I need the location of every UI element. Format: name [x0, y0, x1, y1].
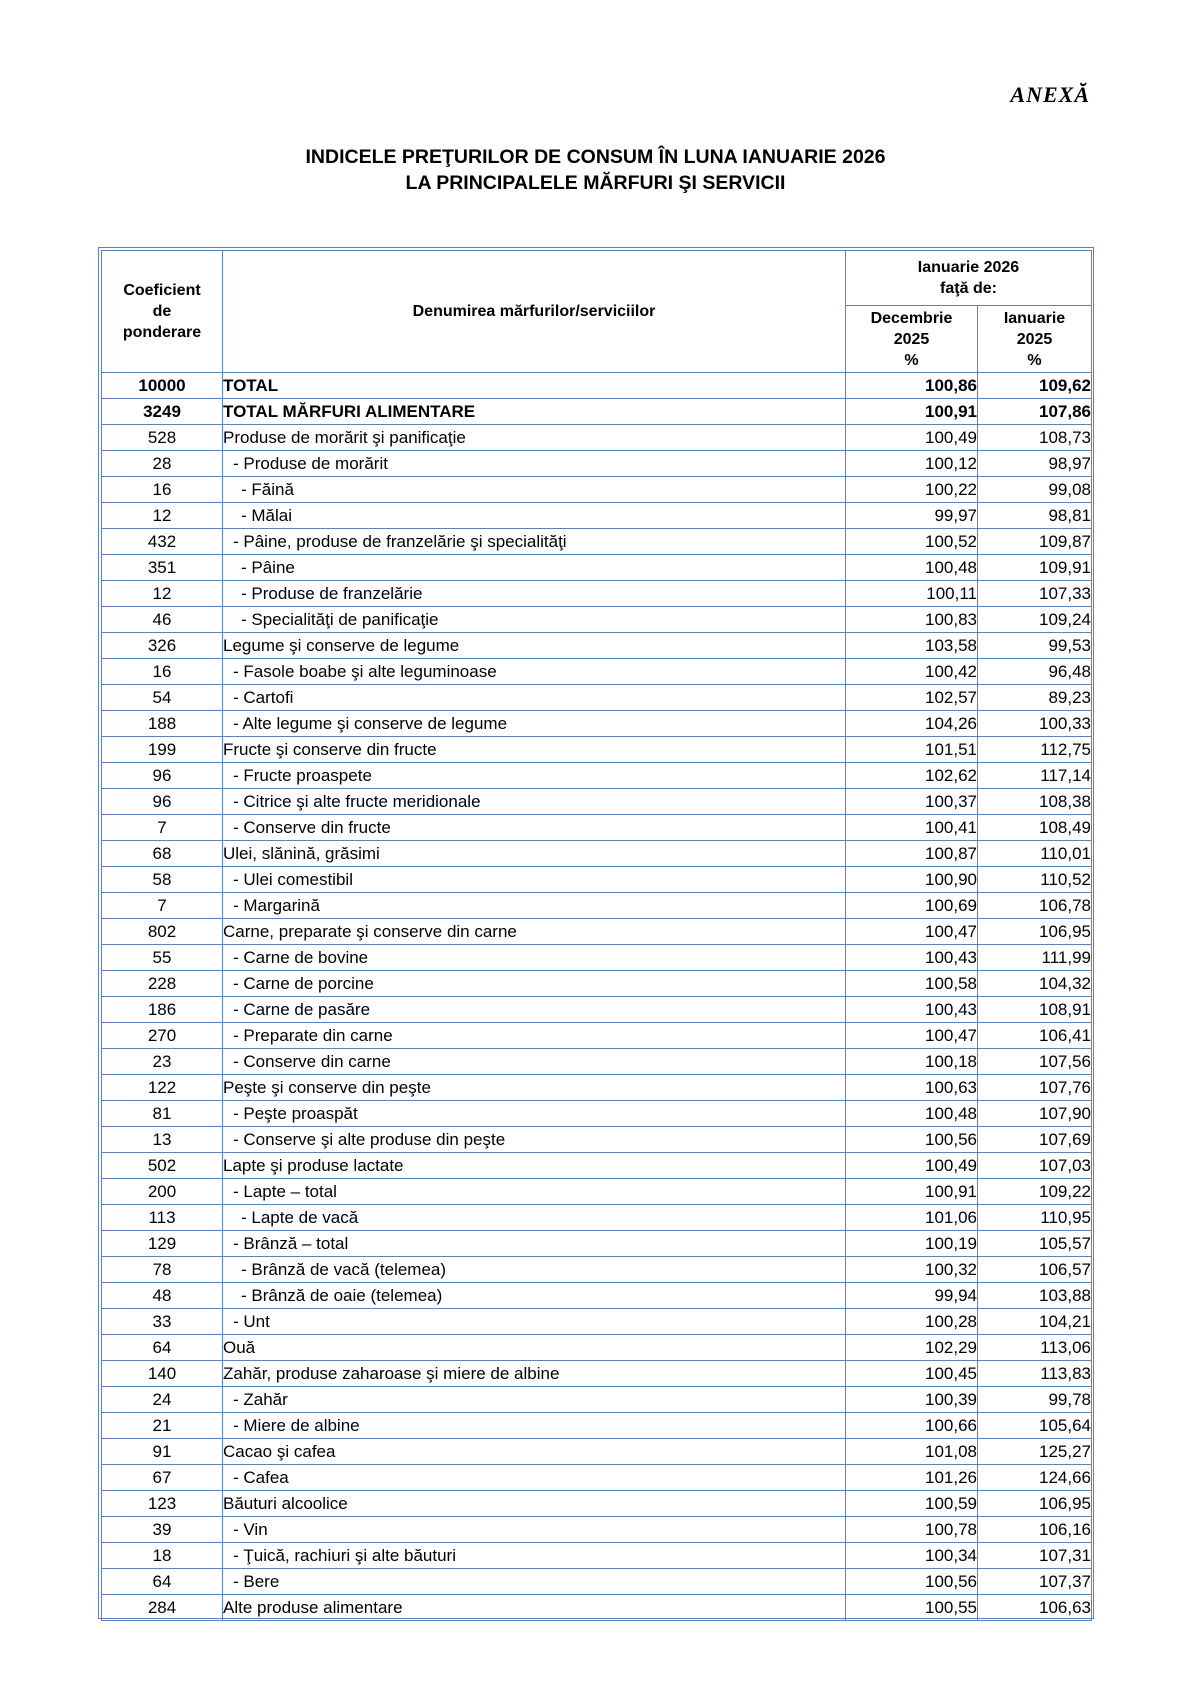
- cell-weight: 129: [102, 1231, 223, 1257]
- cell-name: - Miere de albine: [223, 1413, 846, 1439]
- cell-january: 111,99: [978, 945, 1092, 971]
- table-row: [102, 633, 1092, 659]
- cell-name: - Produse de franzelărie: [223, 581, 846, 607]
- cell-name: - Ulei comestibil: [223, 867, 846, 893]
- header-january: Ianuarie 2025 %: [978, 306, 1092, 373]
- table-row: [102, 1387, 1092, 1413]
- cell-name: - Alte legume şi conserve de legume: [223, 711, 846, 737]
- cell-january: 108,91: [978, 997, 1092, 1023]
- cell-december: 99,94: [846, 1283, 978, 1309]
- cell-december: 100,22: [846, 477, 978, 503]
- cell-january: 104,32: [978, 971, 1092, 997]
- cell-january: 100,33: [978, 711, 1092, 737]
- cell-name: Lapte şi produse lactate: [223, 1153, 846, 1179]
- cell-december: 101,06: [846, 1205, 978, 1231]
- cell-january: 103,88: [978, 1283, 1092, 1309]
- cell-weight: 46: [102, 607, 223, 633]
- cell-name: - Lapte de vacă: [223, 1205, 846, 1231]
- cell-name: - Bere: [223, 1569, 846, 1595]
- cell-weight: 502: [102, 1153, 223, 1179]
- cell-weight: 21: [102, 1413, 223, 1439]
- cell-name: - Făină: [223, 477, 846, 503]
- cell-weight: 113: [102, 1205, 223, 1231]
- cell-december: 100,28: [846, 1309, 978, 1335]
- cell-december: 100,32: [846, 1257, 978, 1283]
- cell-january: 107,69: [978, 1127, 1092, 1153]
- cell-name: - Cartofi: [223, 685, 846, 711]
- cell-weight: 10000: [102, 373, 223, 399]
- table-row: [102, 1361, 1092, 1387]
- cell-name: - Carne de pasăre: [223, 997, 846, 1023]
- header-weight: Coeficient de ponderare: [102, 251, 223, 373]
- table-row: [102, 1335, 1092, 1361]
- cell-january: 109,62: [978, 373, 1092, 399]
- cell-january: 109,91: [978, 555, 1092, 581]
- header-group: Ianuarie 2026 faţă de:: [846, 251, 1092, 306]
- cell-weight: 199: [102, 737, 223, 763]
- cell-december: 100,18: [846, 1049, 978, 1075]
- table-row: [102, 477, 1092, 503]
- cell-weight: 12: [102, 581, 223, 607]
- annex-label: ANEXĂ: [1010, 82, 1090, 107]
- title-line-1: INDICELE PREŢURILOR DE CONSUM ÎN LUNA IANUARIE 2026: [305, 146, 886, 168]
- cell-january: 107,86: [978, 399, 1092, 425]
- cell-january: 105,64: [978, 1413, 1092, 1439]
- cell-december: 101,08: [846, 1439, 978, 1465]
- cell-weight: 67: [102, 1465, 223, 1491]
- cell-weight: 81: [102, 1101, 223, 1127]
- cell-name: - Conserve din carne: [223, 1049, 846, 1075]
- table-row: [102, 1101, 1092, 1127]
- cell-name: Legume şi conserve de legume: [223, 633, 846, 659]
- cell-name: - Zahăr: [223, 1387, 846, 1413]
- cell-december: 100,87: [846, 841, 978, 867]
- cell-name: Zahăr, produse zaharoase şi miere de albine: [223, 1361, 846, 1387]
- cell-december: 100,37: [846, 789, 978, 815]
- cell-january: 110,52: [978, 867, 1092, 893]
- cell-weight: 140: [102, 1361, 223, 1387]
- cell-name: - Preparate din carne: [223, 1023, 846, 1049]
- cell-january: 105,57: [978, 1231, 1092, 1257]
- cell-name: - Carne de porcine: [223, 971, 846, 997]
- table-row: [102, 1075, 1092, 1101]
- cell-december: 100,39: [846, 1387, 978, 1413]
- cell-january: 108,73: [978, 425, 1092, 451]
- cell-january: 109,87: [978, 529, 1092, 555]
- cell-december: 100,48: [846, 1101, 978, 1127]
- table-row: [102, 1257, 1092, 1283]
- cell-january: 98,81: [978, 503, 1092, 529]
- cell-name: Produse de morărit şi panificaţie: [223, 425, 846, 451]
- cell-weight: 12: [102, 503, 223, 529]
- cell-weight: 123: [102, 1491, 223, 1517]
- cell-weight: 91: [102, 1439, 223, 1465]
- table-row: [102, 659, 1092, 685]
- table-row: [102, 789, 1092, 815]
- cell-weight: 13: [102, 1127, 223, 1153]
- cell-december: 100,47: [846, 919, 978, 945]
- cell-name: - Unt: [223, 1309, 846, 1335]
- cell-december: 99,97: [846, 503, 978, 529]
- cell-january: 110,95: [978, 1205, 1092, 1231]
- table-row: [102, 1127, 1092, 1153]
- cell-december: 100,45: [846, 1361, 978, 1387]
- table-row: [102, 893, 1092, 919]
- table-row: [102, 1439, 1092, 1465]
- table-row: [102, 373, 1092, 399]
- cell-name: - Specialităţi de panificaţie: [223, 607, 846, 633]
- cell-january: 113,83: [978, 1361, 1092, 1387]
- table-row: [102, 1049, 1092, 1075]
- cell-december: 102,29: [846, 1335, 978, 1361]
- cell-weight: 64: [102, 1569, 223, 1595]
- cell-december: 100,56: [846, 1127, 978, 1153]
- table-row: [102, 1569, 1092, 1595]
- cell-name: - Cafea: [223, 1465, 846, 1491]
- table-row: [102, 1309, 1092, 1335]
- cell-december: 100,56: [846, 1569, 978, 1595]
- cell-december: 100,41: [846, 815, 978, 841]
- cell-name: - Mălai: [223, 503, 846, 529]
- table-row: [102, 945, 1092, 971]
- cell-weight: 228: [102, 971, 223, 997]
- cell-december: 100,19: [846, 1231, 978, 1257]
- table-row: [102, 685, 1092, 711]
- cell-name: Ulei, slănină, grăsimi: [223, 841, 846, 867]
- cell-weight: 48: [102, 1283, 223, 1309]
- cell-name: - Lapte – total: [223, 1179, 846, 1205]
- cell-december: 100,48: [846, 555, 978, 581]
- cell-name: Ouă: [223, 1335, 846, 1361]
- header-name: Denumirea mărfurilor/serviciilor: [223, 251, 846, 373]
- cell-december: 100,11: [846, 581, 978, 607]
- cell-january: 107,33: [978, 581, 1092, 607]
- cell-december: 100,42: [846, 659, 978, 685]
- cell-december: 100,58: [846, 971, 978, 997]
- cell-december: 100,52: [846, 529, 978, 555]
- cell-january: 106,95: [978, 919, 1092, 945]
- cell-name: Carne, preparate şi conserve din carne: [223, 919, 846, 945]
- cell-weight: 16: [102, 477, 223, 503]
- table-header: [102, 251, 1092, 373]
- cell-name: - Margarină: [223, 893, 846, 919]
- table-row: [102, 503, 1092, 529]
- table-row: [102, 841, 1092, 867]
- cell-weight: 23: [102, 1049, 223, 1075]
- title-line-2: LA PRINCIPALELE MĂRFURI ŞI SERVICII: [405, 172, 786, 194]
- cell-name: - Citrice şi alte fructe meridionale: [223, 789, 846, 815]
- cell-january: 107,56: [978, 1049, 1092, 1075]
- cell-name: - Vin: [223, 1517, 846, 1543]
- cell-january: 107,03: [978, 1153, 1092, 1179]
- table-row: [102, 867, 1092, 893]
- cell-weight: 33: [102, 1309, 223, 1335]
- cell-weight: 270: [102, 1023, 223, 1049]
- cell-weight: 18: [102, 1543, 223, 1569]
- table-row: [102, 919, 1092, 945]
- cell-weight: 3249: [102, 399, 223, 425]
- table-body: [102, 373, 1092, 1621]
- cell-january: 112,75: [978, 737, 1092, 763]
- cell-december: 102,62: [846, 763, 978, 789]
- table-row: [102, 815, 1092, 841]
- cell-december: 100,49: [846, 1153, 978, 1179]
- cell-january: 117,14: [978, 763, 1092, 789]
- table-row: [102, 555, 1092, 581]
- cpi-table-frame: [98, 247, 1094, 1619]
- table-row: [102, 399, 1092, 425]
- cell-december: 100,66: [846, 1413, 978, 1439]
- cell-name: - Conserve din fructe: [223, 815, 846, 841]
- cell-weight: 188: [102, 711, 223, 737]
- cell-name: - Brânză de vacă (telemea): [223, 1257, 846, 1283]
- cell-january: 109,24: [978, 607, 1092, 633]
- cell-weight: 55: [102, 945, 223, 971]
- cell-weight: 186: [102, 997, 223, 1023]
- cell-january: 108,38: [978, 789, 1092, 815]
- cell-december: 104,26: [846, 711, 978, 737]
- table-row: [102, 997, 1092, 1023]
- cell-january: 124,66: [978, 1465, 1092, 1491]
- cell-weight: 326: [102, 633, 223, 659]
- cell-name: Fructe şi conserve din fructe: [223, 737, 846, 763]
- cell-name: TOTAL: [223, 373, 846, 399]
- cell-january: 109,22: [978, 1179, 1092, 1205]
- cell-january: 98,97: [978, 451, 1092, 477]
- cell-december: 100,63: [846, 1075, 978, 1101]
- cell-name: TOTAL MĂRFURI ALIMENTARE: [223, 399, 846, 425]
- cell-january: 108,49: [978, 815, 1092, 841]
- cell-name: Cacao şi cafea: [223, 1439, 846, 1465]
- cell-name: - Produse de morărit: [223, 451, 846, 477]
- cell-weight: 68: [102, 841, 223, 867]
- cell-name: - Pâine: [223, 555, 846, 581]
- cell-january: 96,48: [978, 659, 1092, 685]
- cell-december: 100,47: [846, 1023, 978, 1049]
- table-row: [102, 763, 1092, 789]
- cell-january: 99,78: [978, 1387, 1092, 1413]
- cell-weight: 200: [102, 1179, 223, 1205]
- table-row: [102, 711, 1092, 737]
- table-row: [102, 1491, 1092, 1517]
- cell-name: Alte produse alimentare: [223, 1595, 846, 1621]
- cell-name: - Fructe proaspete: [223, 763, 846, 789]
- cell-december: 102,57: [846, 685, 978, 711]
- cell-weight: 78: [102, 1257, 223, 1283]
- cell-december: 100,91: [846, 399, 978, 425]
- cpi-table: [101, 250, 1092, 1621]
- cell-weight: 28: [102, 451, 223, 477]
- cell-weight: 64: [102, 1335, 223, 1361]
- cell-december: 100,86: [846, 373, 978, 399]
- cell-january: 107,76: [978, 1075, 1092, 1101]
- cell-weight: 284: [102, 1595, 223, 1621]
- cell-weight: 7: [102, 893, 223, 919]
- table-row: [102, 451, 1092, 477]
- cell-december: 100,83: [846, 607, 978, 633]
- cell-january: 107,90: [978, 1101, 1092, 1127]
- table-row: [102, 737, 1092, 763]
- cell-december: 100,34: [846, 1543, 978, 1569]
- table-row: [102, 1517, 1092, 1543]
- cell-january: 99,53: [978, 633, 1092, 659]
- cell-december: 100,12: [846, 451, 978, 477]
- cell-weight: 432: [102, 529, 223, 555]
- cell-name: - Brânză – total: [223, 1231, 846, 1257]
- cell-december: 100,90: [846, 867, 978, 893]
- cell-name: - Brânză de oaie (telemea): [223, 1283, 846, 1309]
- cell-name: Băuturi alcoolice: [223, 1491, 846, 1517]
- table-row: [102, 971, 1092, 997]
- table-row: [102, 1413, 1092, 1439]
- cell-january: 89,23: [978, 685, 1092, 711]
- header-december: Decembrie 2025 %: [846, 306, 978, 373]
- cell-january: 106,63: [978, 1595, 1092, 1621]
- table-row: [102, 607, 1092, 633]
- cell-january: 106,57: [978, 1257, 1092, 1283]
- table-row: [102, 1543, 1092, 1569]
- cell-january: 99,08: [978, 477, 1092, 503]
- cell-january: 106,78: [978, 893, 1092, 919]
- cell-december: 101,51: [846, 737, 978, 763]
- table-row: [102, 529, 1092, 555]
- cell-weight: 58: [102, 867, 223, 893]
- cell-january: 110,01: [978, 841, 1092, 867]
- table-row: [102, 1283, 1092, 1309]
- cell-december: 100,43: [846, 997, 978, 1023]
- cell-weight: 351: [102, 555, 223, 581]
- cell-december: 100,59: [846, 1491, 978, 1517]
- cell-weight: 24: [102, 1387, 223, 1413]
- cell-january: 107,31: [978, 1543, 1092, 1569]
- cell-december: 100,43: [846, 945, 978, 971]
- cell-january: 106,41: [978, 1023, 1092, 1049]
- cell-weight: 54: [102, 685, 223, 711]
- cell-december: 100,69: [846, 893, 978, 919]
- cell-name: - Carne de bovine: [223, 945, 846, 971]
- cell-december: 100,55: [846, 1595, 978, 1621]
- table-row: [102, 425, 1092, 451]
- cell-december: 101,26: [846, 1465, 978, 1491]
- cell-january: 106,95: [978, 1491, 1092, 1517]
- cell-weight: 39: [102, 1517, 223, 1543]
- table-row: [102, 581, 1092, 607]
- cell-january: 104,21: [978, 1309, 1092, 1335]
- cell-name: - Fasole boabe şi alte leguminoase: [223, 659, 846, 685]
- table-row: [102, 1205, 1092, 1231]
- cell-january: 107,37: [978, 1569, 1092, 1595]
- cell-name: - Pâine, produse de franzelărie şi specialităţi: [223, 529, 846, 555]
- cell-name: - Peşte proaspăt: [223, 1101, 846, 1127]
- cell-december: 100,49: [846, 425, 978, 451]
- cell-weight: 96: [102, 789, 223, 815]
- table-row: [102, 1179, 1092, 1205]
- table-row: [102, 1465, 1092, 1491]
- cell-name: Peşte şi conserve din peşte: [223, 1075, 846, 1101]
- cell-december: 100,78: [846, 1517, 978, 1543]
- cell-name: - Conserve şi alte produse din peşte: [223, 1127, 846, 1153]
- cell-weight: 528: [102, 425, 223, 451]
- cell-weight: 122: [102, 1075, 223, 1101]
- table-row: [102, 1595, 1092, 1621]
- cell-december: 103,58: [846, 633, 978, 659]
- cell-weight: 7: [102, 815, 223, 841]
- cell-december: 100,91: [846, 1179, 978, 1205]
- table-row: [102, 1023, 1092, 1049]
- cell-weight: 802: [102, 919, 223, 945]
- cell-weight: 16: [102, 659, 223, 685]
- cell-january: 106,16: [978, 1517, 1092, 1543]
- document-title: [0, 144, 1191, 196]
- cell-name: - Ţuică, rachiuri şi alte băuturi: [223, 1543, 846, 1569]
- table-row: [102, 1231, 1092, 1257]
- cell-january: 113,06: [978, 1335, 1092, 1361]
- cell-january: 125,27: [978, 1439, 1092, 1465]
- table-row: [102, 1153, 1092, 1179]
- cell-weight: 96: [102, 763, 223, 789]
